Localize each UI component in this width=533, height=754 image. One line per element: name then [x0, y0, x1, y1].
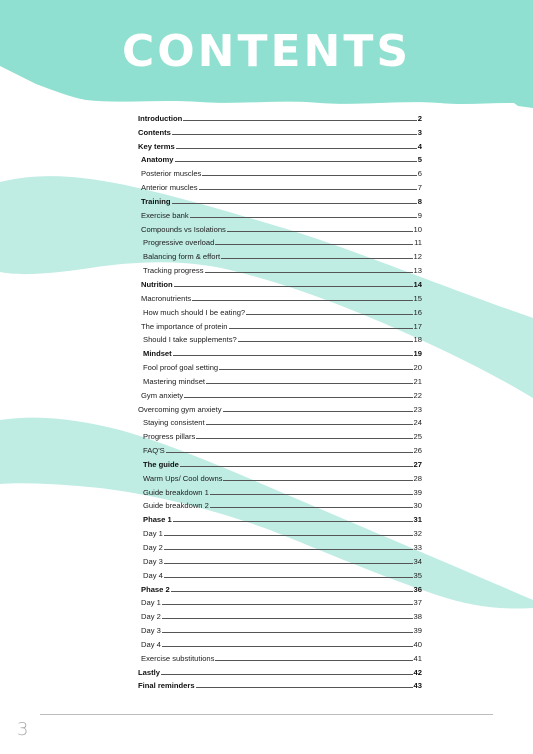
toc-leader-line — [171, 591, 413, 592]
toc-entry-label: Staying consistent — [143, 418, 205, 428]
toc-leader-line — [180, 466, 413, 467]
toc-entry-label: Compounds vs Isolations — [141, 224, 226, 234]
toc-entry-label: Training — [141, 196, 171, 206]
toc-entry-label: Day 3 — [143, 556, 163, 566]
toc-entry[interactable] — [138, 414, 422, 428]
toc-leader-line — [172, 203, 417, 204]
toc-leader-line — [190, 217, 417, 218]
toc-leader-line — [174, 286, 413, 287]
toc-entry-page: 39 — [413, 487, 422, 497]
toc-entry-label: Key terms — [138, 141, 175, 151]
toc-entry-label: Day 4 — [141, 639, 161, 649]
toc-entry-label: Phase 2 — [141, 584, 170, 594]
toc-leader-line — [166, 452, 413, 453]
toc-entry[interactable] — [138, 358, 422, 372]
toc-entry[interactable] — [138, 663, 422, 677]
toc-entry-label: Posterior muscles — [141, 169, 202, 179]
toc-leader-line — [173, 355, 413, 356]
toc-entry-label: Day 1 — [141, 598, 161, 608]
toc-leader-line — [229, 328, 413, 329]
toc-leader-line — [175, 161, 417, 162]
toc-entry-label: Tracking progress — [143, 266, 204, 276]
toc-entry-label: Introduction — [138, 113, 183, 123]
toc-entry-page: 25 — [413, 432, 422, 442]
toc-entry[interactable] — [138, 455, 422, 469]
toc-entry-label: Mindset — [143, 349, 172, 359]
toc-entry-label: How much should I be eating? — [143, 307, 246, 317]
toc-leader-line — [162, 632, 413, 633]
toc-entry[interactable] — [138, 289, 422, 303]
toc-entry[interactable] — [138, 552, 422, 566]
toc-leader-line — [227, 231, 413, 232]
toc-entry-label: Nutrition — [141, 279, 173, 289]
toc-leader-line — [164, 549, 413, 550]
toc-leader-line — [184, 397, 412, 398]
toc-entry[interactable] — [138, 649, 422, 663]
toc-leader-line — [221, 258, 412, 259]
toc-entry[interactable] — [138, 635, 422, 649]
toc-leader-line — [162, 618, 413, 619]
table-of-contents — [138, 109, 422, 690]
toc-entry-page: 40 — [413, 639, 422, 649]
toc-entry[interactable] — [138, 469, 422, 483]
toc-leader-line — [161, 674, 413, 675]
toc-entry-page: 14 — [413, 279, 422, 289]
toc-entry[interactable] — [138, 164, 422, 178]
toc-entry-page: 15 — [413, 293, 422, 303]
toc-entry[interactable] — [138, 109, 422, 123]
toc-leader-line — [205, 272, 413, 273]
toc-entry[interactable] — [138, 275, 422, 289]
toc-entry-page: 16 — [413, 307, 422, 317]
toc-entry-page: 43 — [413, 681, 422, 691]
toc-entry-page: 33 — [413, 543, 422, 552]
toc-leader-line — [215, 660, 412, 661]
toc-entry-page: 26 — [413, 446, 422, 456]
toc-entry[interactable] — [138, 372, 422, 386]
toc-entry-label: Balancing form & effort — [143, 252, 221, 262]
toc-entry-page: 36 — [413, 584, 422, 594]
toc-entry-page: 11 — [414, 238, 422, 248]
toc-entry-label: Gym anxiety — [141, 390, 184, 400]
toc-leader-line — [162, 646, 413, 647]
toc-entry-label: Lastly — [138, 667, 160, 677]
toc-entry-label: Guide breakdown 2 — [143, 501, 209, 511]
toc-entry-page: 41 — [413, 653, 422, 663]
toc-entry-label: Exercise substitutions — [141, 653, 215, 663]
toc-leader-line — [223, 480, 412, 481]
toc-entry[interactable] — [138, 303, 422, 317]
toc-entry[interactable] — [138, 621, 422, 635]
toc-leader-line — [162, 604, 413, 605]
toc-entry-page: 27 — [413, 459, 422, 469]
toc-leader-line — [192, 300, 412, 301]
toc-entry[interactable] — [138, 137, 422, 151]
toc-entry-page: 21 — [413, 376, 422, 386]
toc-entry[interactable] — [138, 247, 422, 261]
toc-entry[interactable] — [138, 677, 422, 691]
toc-entry-page: 13 — [413, 266, 422, 276]
toc-entry-page: 9 — [417, 210, 422, 220]
toc-entry-page: 34 — [413, 556, 422, 566]
toc-entry-label: Anterior muscles — [141, 183, 198, 193]
toc-entry[interactable] — [138, 317, 422, 331]
toc-entry-page: 10 — [413, 224, 422, 234]
toc-entry-label: Exercise bank — [141, 210, 189, 220]
toc-entry[interactable] — [138, 510, 422, 524]
toc-entry-label: Guide breakdown 1 — [143, 487, 209, 497]
toc-entry[interactable] — [138, 580, 422, 594]
toc-leader-line — [219, 369, 412, 370]
toc-entry-label: Day 3 — [141, 626, 161, 636]
toc-entry-label: Overcoming gym anxiety — [138, 404, 222, 414]
toc-entry[interactable] — [138, 192, 422, 206]
toc-leader-line — [196, 438, 412, 439]
toc-entry-page: 31 — [413, 515, 422, 525]
toc-entry[interactable] — [138, 607, 422, 621]
toc-leader-line — [199, 189, 417, 190]
toc-entry[interactable] — [138, 524, 422, 538]
toc-entry[interactable] — [138, 206, 422, 220]
toc-entry-page: 28 — [413, 473, 422, 483]
toc-entry[interactable] — [138, 483, 422, 497]
toc-entry-label: The guide — [143, 459, 179, 469]
toc-entry[interactable] — [138, 261, 422, 275]
toc-entry-page: 8 — [417, 196, 422, 206]
toc-leader-line — [183, 120, 416, 121]
toc-entry[interactable] — [138, 344, 422, 358]
toc-entry-label: Fool proof goal setting — [143, 363, 219, 373]
toc-entry-page: 24 — [413, 418, 422, 428]
toc-leader-line — [202, 175, 416, 176]
toc-leader-line — [206, 383, 413, 384]
toc-entry[interactable] — [138, 400, 422, 414]
page-title: CONTENTS — [121, 26, 412, 77]
toc-entry[interactable] — [138, 497, 422, 511]
toc-entry[interactable] — [138, 386, 422, 400]
toc-entry-page: 35 — [413, 570, 422, 580]
toc-entry-page: 37 — [413, 598, 422, 608]
toc-entry[interactable] — [138, 123, 422, 137]
toc-leader-line — [210, 507, 413, 508]
toc-entry-label: Day 1 — [143, 529, 163, 539]
toc-entry-label: Final reminders — [138, 681, 195, 691]
toc-entry-label: Macronutrients — [141, 293, 192, 303]
toc-entry-page: 6 — [417, 169, 422, 179]
toc-entry-page: 23 — [413, 404, 422, 414]
toc-entry-page: 32 — [413, 529, 422, 539]
toc-entry[interactable] — [138, 594, 422, 608]
toc-leader-line — [176, 148, 417, 149]
toc-leader-line — [223, 411, 413, 412]
toc-leader-line — [215, 244, 413, 245]
page-number: 3 — [17, 719, 29, 740]
toc-entry-page: 2 — [417, 113, 422, 123]
toc-entry-page: 38 — [413, 612, 422, 622]
toc-entry[interactable] — [138, 441, 422, 455]
toc-entry-label: Mastering mindset — [143, 376, 206, 386]
toc-entry[interactable] — [138, 220, 422, 234]
toc-entry-page: 4 — [417, 141, 422, 151]
toc-entry-page: 42 — [413, 667, 422, 677]
toc-entry[interactable] — [138, 178, 422, 192]
toc-entry-label: Progress pillars — [143, 432, 196, 442]
toc-entry-label: Should I take supplements? — [143, 335, 237, 345]
toc-leader-line — [172, 134, 417, 135]
toc-entry[interactable] — [138, 234, 422, 248]
footer-divider — [40, 714, 493, 715]
toc-leader-line — [164, 563, 413, 564]
toc-leader-line — [246, 314, 412, 315]
toc-entry-page: 7 — [417, 183, 422, 193]
toc-leader-line — [164, 577, 413, 578]
toc-entry-page: 5 — [417, 155, 422, 165]
toc-entry[interactable] — [138, 151, 422, 165]
toc-entry[interactable] — [138, 427, 422, 441]
toc-entry[interactable] — [138, 566, 422, 580]
toc-entry-page: 17 — [413, 321, 422, 331]
toc-entry-page: 12 — [413, 252, 422, 262]
toc-entry-label: FAQ'S — [143, 446, 165, 456]
toc-entry-page: 20 — [413, 363, 422, 373]
toc-entry[interactable] — [138, 538, 422, 552]
toc-leader-line — [206, 424, 413, 425]
toc-entry-label: Contents — [138, 127, 171, 137]
toc-entry-label: Day 4 — [143, 570, 163, 580]
toc-entry-page: 18 — [413, 335, 422, 345]
toc-leader-line — [238, 341, 413, 342]
toc-entry-page: 30 — [413, 501, 422, 511]
toc-entry-label: Day 2 — [143, 543, 163, 552]
toc-entry-label: Progressive overload — [143, 238, 215, 248]
toc-leader-line — [173, 521, 413, 522]
toc-entry-page: 39 — [413, 626, 422, 636]
toc-entry-label: Anatomy — [141, 155, 174, 165]
toc-leader-line — [210, 494, 413, 495]
toc-entry[interactable] — [138, 331, 422, 345]
toc-leader-line — [196, 687, 413, 688]
toc-entry-label: Day 2 — [141, 612, 161, 622]
toc-entry-label: Warm Ups/ Cool downs — [143, 473, 223, 483]
toc-entry-page: 3 — [417, 127, 422, 137]
toc-entry-label: Phase 1 — [143, 515, 172, 525]
toc-entry-label: The importance of protein — [141, 321, 228, 331]
toc-entry-page: 22 — [413, 390, 422, 400]
toc-leader-line — [164, 535, 413, 536]
toc-entry-page: 19 — [413, 349, 422, 359]
